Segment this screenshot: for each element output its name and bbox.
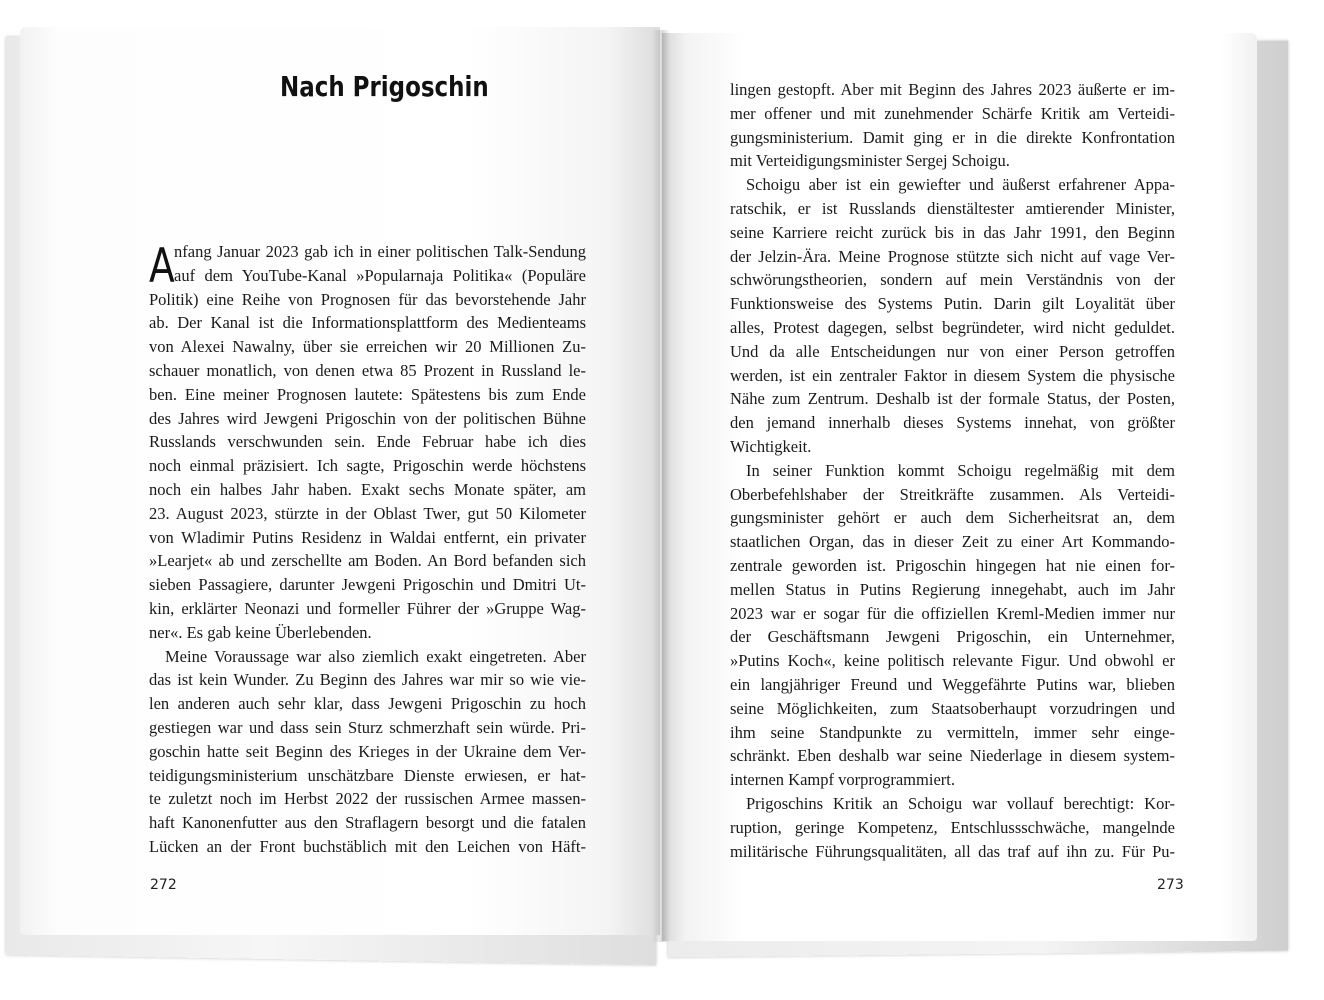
text-line: der Geschäftsmann Jewgeni Prigoschin, ein Unternehmer,	[730, 627, 1175, 647]
text-line: sieben Passagiere, darunter Jewgeni Prigoschin und Dmitri Ut-	[149, 575, 586, 595]
text-line: ner«. Es gab keine Überlebenden.	[149, 622, 372, 642]
text-line: Nähe zum Zentrum. Deshalb ist der formale Status, der Posten,	[730, 389, 1175, 409]
text-line: das ist kein Wunder. Zu Beginn des Jahres war mir so wie vie-	[149, 670, 586, 690]
text-line: noch ein halbes Jahr haben. Exakt sechs Monate später, am	[149, 479, 586, 499]
text-line: ben. Eine meiner Prognosen lautete: Spätestens bis zum Ende	[149, 384, 586, 404]
text-line: seine Karriere reicht zurück bis in das Jahr 1991, den Beginn	[730, 222, 1175, 242]
text-line: teidigungsministerium unschätzbare Dienste erwiesen, er hat-	[149, 765, 586, 785]
text-line: Wichtigkeit.	[730, 436, 812, 456]
text-line: auf dem YouTube-Kanal »Popularnaja Politika« (Populäre	[174, 265, 586, 285]
text-line: »Putins Koch«, keine politisch relevante Figur. Und obwohl er	[730, 651, 1175, 671]
text-line: ein langjähriger Freund und Weggefährte Putins war, blieben	[730, 674, 1175, 694]
text-line: te zuletzt noch im Herbst 2022 der russischen Armee massen-	[149, 789, 586, 809]
chapter-title: Nach Prigoschin	[280, 70, 489, 103]
text-line: Schoigu aber ist ein gewiefter und äußerst erfahrener Appa-	[746, 175, 1175, 195]
text-line: von Alexei Nawalny, über sie erreichen wir 20 Millionen Zu-	[149, 337, 586, 357]
text-line: haft Kanonenfutter aus den Straflagern besorgt und die fatalen	[149, 813, 586, 833]
text-line: Politik) eine Reihe von Prognosen für das bevorstehende Jahr	[149, 289, 586, 309]
text-line: mer offener und mit zunehmender Schärfe Kritik am Verteidi-	[730, 103, 1175, 123]
text-line: schränkt. Eben deshalb war seine Niederlage in diesem system-	[730, 746, 1175, 766]
text-line: schwörungstheorien, sondern auf mein Verständnis von der	[730, 270, 1175, 290]
text-line: Lücken an der Front buchstäblich mit den Leichen von Häft-	[149, 836, 586, 856]
text-line: Oberbefehlshaber der Streitkräfte zusammen. Als Verteidi-	[730, 484, 1175, 504]
text-line: militärische Führungsqualitäten, all das traf auf ihn zu. Für Pu-	[730, 841, 1175, 861]
text-line: 23. August 2023, stürzte in der Oblast Twer, gut 50 Kilometer	[149, 503, 586, 523]
text-line: gestiegen war und dass sein Sturz schmerzhaft sein würde. Pri-	[149, 717, 586, 737]
text-line: len anderen auch sehr klar, dass Jewgeni Prigoschin zu hoch	[149, 694, 586, 714]
text-line: gungsminister gehört er auch dem Sicherheitsrat an, dem	[730, 508, 1175, 528]
text-line: von Wladimir Putins Residenz in Waldai entfernt, ein privater	[149, 527, 586, 547]
left-page-text	[149, 240, 586, 859]
text-line: den jemand innerhalb dieses Systems innehat, von größter	[730, 413, 1175, 433]
text-line: nfang Januar 2023 gab ich in einer politischen Talk-Sendung	[174, 242, 586, 261]
text-line: In seiner Funktion kommt Schoigu regelmäßig mit dem	[746, 460, 1175, 480]
page-number-left: 272	[150, 877, 177, 893]
text-line: Russlands verschwunden sein. Ende Februar habe ich dies	[149, 432, 586, 452]
text-line: ruption, geringe Kompetenz, Entschlussschwäche, mangelnde	[730, 817, 1175, 837]
text-line: Meine Voraussage war also ziemlich exakt eingetreten. Aber	[165, 646, 586, 666]
text-line: ab. Der Kanal ist die Informationsplattform des Medienteams	[149, 313, 586, 333]
text-line: staatlichen Organ, das in dieser Zeit zu einer Art Kommando-	[730, 532, 1175, 552]
text-line: Prigoschins Kritik an Schoigu war vollauf berechtigt: Kor-	[746, 793, 1175, 813]
drop-cap: A	[149, 239, 175, 294]
text-line: Funktionsweise des Systems Putin. Darin gilt Loyalität über	[730, 294, 1175, 314]
text-line: mellen Status in Putins Regierung innegehabt, auch im Jahr	[730, 579, 1175, 599]
text-line: werden, ist ein zentraler Faktor in diesem System die physische	[730, 365, 1175, 385]
text-line: seine Möglichkeiten, zum Staatsoberhaupt vorzudringen und	[730, 698, 1175, 718]
right-page-text	[730, 78, 1175, 863]
book-gutter	[652, 30, 670, 942]
text-line: lingen gestopft. Aber mit Beginn des Jahres 2023 äußerte er im-	[730, 80, 1175, 99]
text-line: noch einmal präzisiert. Ich sagte, Prigoschin werde höchstens	[149, 456, 586, 476]
text-line: des Jahres wird Jewgeni Prigoschin von der politischen Bühne	[149, 408, 586, 428]
text-line: gungsministerium. Damit ging er in die direkte Konfrontation	[730, 127, 1175, 147]
text-line: goschin hatte seit Beginn des Krieges in der Ukraine dem Ver-	[149, 741, 586, 761]
text-line: ihm seine Standpunkte zu vermitteln, immer sehr einge-	[730, 722, 1175, 742]
text-line: 2023 war er sogar für die offiziellen Kreml-Medien immer nur	[730, 603, 1175, 623]
text-line: der Jelzin-Ära. Meine Prognose stützte sich nicht auf vage Ver-	[730, 246, 1175, 266]
text-line: »Learjet« ab und zerschellte am Boden. An Bord befanden sich	[149, 551, 586, 571]
text-line: kin, erklärter Neonazi und formeller Führer der »Gruppe Wag-	[149, 598, 586, 618]
text-line: alles, Protest dagegen, selbst begründeter, wird nicht geduldet.	[730, 317, 1175, 337]
text-line: schauer monatlich, von denen etwa 85 Prozent in Russland le-	[149, 360, 586, 380]
text-line: zentrale geworden ist. Prigoschin hingegen hat nie einen for-	[730, 555, 1175, 575]
text-line: ratschik, er ist Russlands dienstältester amtierender Minister,	[730, 198, 1175, 218]
text-line: internen Kampf vorprogrammiert.	[730, 770, 955, 790]
page-number-right: 273	[1157, 877, 1184, 893]
text-line: mit Verteidigungsminister Sergej Schoigu.	[730, 151, 1010, 171]
text-line: Und da alle Entscheidungen nur von einer Person getroffen	[730, 341, 1175, 361]
